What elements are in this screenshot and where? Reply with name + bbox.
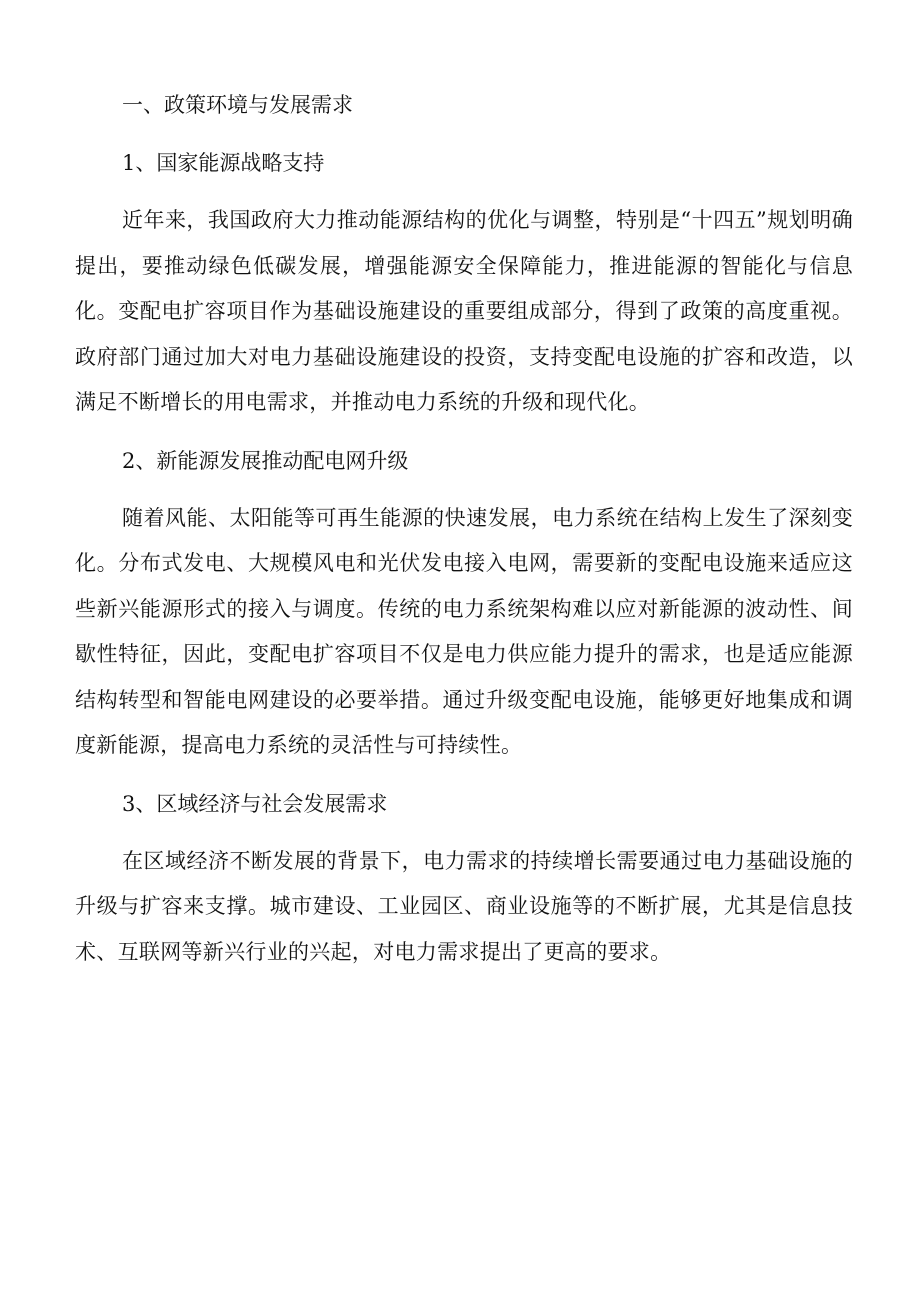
- subsection-heading-national-energy-strategy: 1、国家能源战略支持: [122, 151, 325, 175]
- subsection-heading-regional-development: 3、区域经济与社会发展需求: [122, 791, 388, 816]
- subsection-heading-new-energy-grid-upgrade: 2、新能源发展推动配电网升级: [122, 448, 409, 473]
- paragraph-regional-development: 在区域经济不断发展的背景下，电力需求的持续增长需要通过电力基础设施的升级与扩容来支撑。城市建设、工业园区、商业设施等的不断扩展，尤其是信息技术、互联网等新兴行业的兴起，对电力需求提出了更高的要求。: [75, 848, 853, 964]
- document-page: [75, 82, 853, 987]
- section-heading-policy-environment: 一、政策环境与发展需求: [122, 93, 353, 117]
- paragraph-national-energy-strategy: 近年来，我国政府大力推动能源结构的优化与调整，特别是“十四五”规划明确提出，要推动绿色低碳发展，增强能源安全保障能力，推进能源的智能化与信息化。变配电扩容项目作为基础设施建设的重要组成部分，得到了政策的高度重视。政府部门通过加大对电力基础设施建设的投资，支持变配电设施的扩容和改造，以满足不断增长的用电需求，并推动电力系统的升级和现代化。: [75, 208, 853, 414]
- paragraph-new-energy-grid-upgrade: 随着风能、太阳能等可再生能源的快速发展，电力系统在结构上发生了深刻变化。分布式发电、大规模风电和光伏发电接入电网，需要新的变配电设施来适应这些新兴能源形式的接入与调度。传统的电力系统架构难以应对新能源的波动性、间歇性特征，因此，变配电扩容项目不仅是电力供应能力提升的需求，也是适应能源结构转型和智能电网建设的必要举措。通过升级变配电设施，能够更好地集成和调度新能源，提高电力系统的灵活性与可持续性。: [75, 505, 853, 757]
